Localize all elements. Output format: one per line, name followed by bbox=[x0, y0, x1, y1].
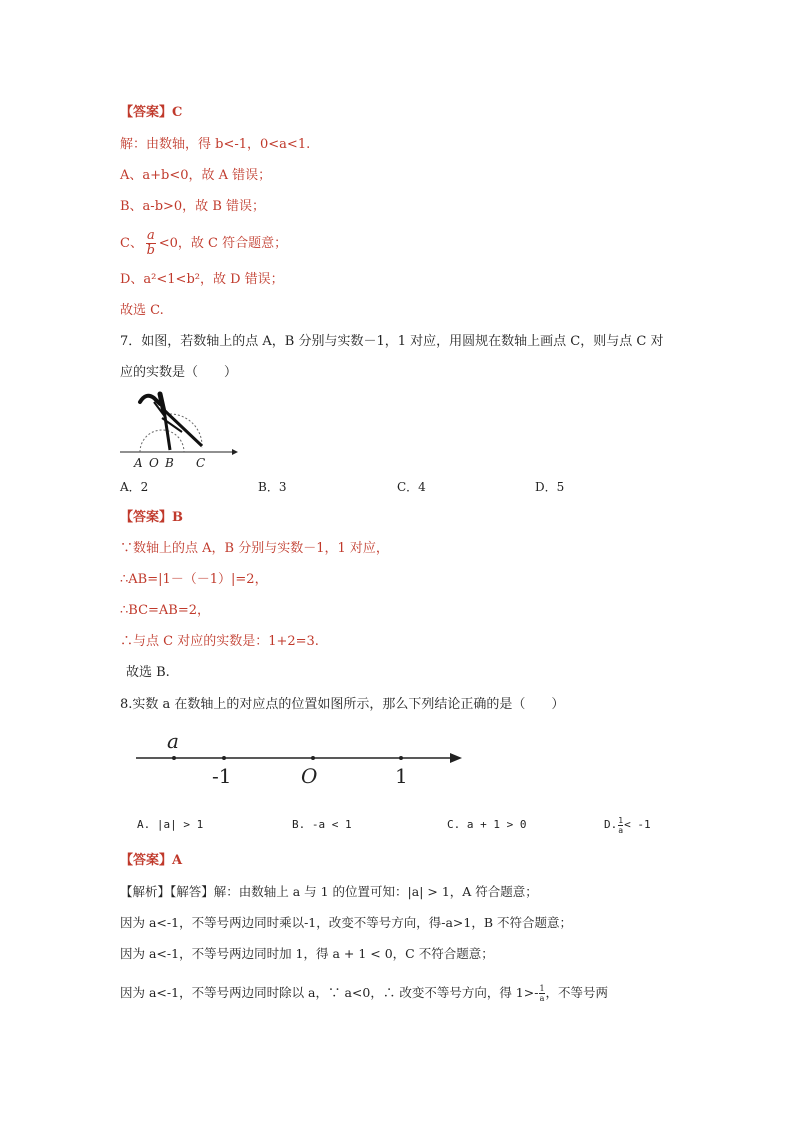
fraction-numerator: a bbox=[146, 228, 155, 243]
label-one: 1 bbox=[395, 764, 408, 788]
q7-compass-figure bbox=[118, 388, 238, 470]
option-d-suffix: < -1 bbox=[624, 818, 651, 831]
answer-letter: B bbox=[172, 510, 184, 525]
q8-option-d bbox=[604, 813, 651, 837]
label-c: C bbox=[196, 456, 206, 470]
line-c-prefix: C、 bbox=[120, 236, 143, 251]
q7-solution-line4: ∴与点 C 对应的实数是：1+2=3. bbox=[120, 634, 319, 649]
q6-line-a: A、a+b<0，故 A 错误； bbox=[120, 168, 272, 183]
label-b: B bbox=[165, 456, 174, 470]
option-d-prefix: D. bbox=[604, 818, 618, 831]
analysis4-prefix: 因为 a<-1，不等号两边同时除以 a，∵ a<0，∴ 改变不等号方向，得 1>- bbox=[120, 985, 539, 1000]
fraction-one-over-a bbox=[539, 984, 544, 1003]
answer-tag: 【答案】 bbox=[120, 105, 173, 120]
fraction-a-over-b bbox=[146, 229, 156, 258]
label-minus-one: -1 bbox=[212, 764, 232, 788]
q8-option-b: B. -a < 1 bbox=[292, 818, 352, 831]
q8-option-a: A. |a| > 1 bbox=[137, 818, 204, 831]
q7-stem-line2: 应的实数是（ ） bbox=[120, 365, 238, 380]
q6-conclusion: 故选 C. bbox=[120, 303, 164, 318]
q8-number-line-figure bbox=[130, 730, 470, 790]
answer-tag: 【答案】 bbox=[120, 853, 173, 868]
answer-letter: A bbox=[172, 853, 183, 868]
axis-arrow bbox=[232, 449, 238, 455]
answer-tag: 【答案】 bbox=[120, 510, 173, 525]
label-origin: O bbox=[301, 764, 318, 788]
q6-answer bbox=[120, 105, 182, 121]
fraction-one-over-a bbox=[618, 816, 623, 835]
q7-solution-line3: ∴BC=AB=2， bbox=[120, 603, 211, 618]
answer-letter: C bbox=[172, 105, 183, 120]
q6-solution-intro: 解：由数轴，得 b<-1，0<a<1. bbox=[120, 137, 311, 152]
label-o: O bbox=[149, 456, 159, 470]
q7-stem-line1: 7．如图，若数轴上的点 A，B 分别与实数－1，1 对应，用圆规在数轴上画点 C，则与点 C 对 bbox=[120, 334, 664, 349]
q7-option-d: D．5 bbox=[535, 480, 565, 494]
dashed-arc-left bbox=[140, 430, 184, 452]
q7-option-c: C．4 bbox=[397, 480, 426, 494]
q8-analysis-line4 bbox=[120, 981, 608, 1005]
fraction-numerator: 1 bbox=[539, 984, 545, 993]
q8-answer bbox=[120, 853, 182, 869]
line-c-suffix: <0，故 C 符合题意； bbox=[158, 236, 288, 251]
fraction-numerator: 1 bbox=[618, 815, 624, 825]
compass-icon bbox=[140, 394, 202, 450]
fraction-denominator: b bbox=[146, 243, 155, 258]
q8-analysis-line3: 因为 a<-1，不等号两边同时加 1，得 a + 1 < 0，C 不符合题意； bbox=[120, 946, 494, 961]
q6-line-d: D、a²<1<b²，故 D 错误； bbox=[120, 272, 284, 287]
q7-option-a: A．2 bbox=[120, 480, 149, 494]
analysis4-suffix: ，不等号两 bbox=[545, 985, 609, 1000]
label-a: a bbox=[167, 730, 179, 753]
label-a: A bbox=[134, 456, 143, 470]
q6-line-c bbox=[120, 228, 287, 260]
point-a bbox=[172, 756, 176, 760]
q7-answer bbox=[120, 510, 183, 526]
axis-arrow bbox=[450, 753, 462, 763]
q8-stem: 8.实数 a 在数轴上的对应点的位置如图所示，那么下列结论正确的是（ ） bbox=[120, 697, 565, 712]
q7-conclusion: 故选 B. bbox=[126, 665, 170, 680]
fraction-denominator: a bbox=[618, 825, 624, 835]
q7-solution-line1: ∵数轴上的点 A，B 分别与实数－1，1 对应， bbox=[120, 541, 389, 556]
q8-analysis-line2: 因为 a<-1，不等号两边同时乘以-1，改变不等号方向，得-a>1，B 不符合题意； bbox=[120, 915, 573, 930]
tick-one bbox=[399, 756, 403, 760]
fraction-denominator: a bbox=[539, 994, 545, 1003]
q8-analysis-line1: 【解析】【解答】解：由数轴上 a 与 1 的位置可知：|a| > 1，A 符合题意； bbox=[120, 884, 538, 899]
q6-line-b: B、a-b>0，故 B 错误； bbox=[120, 199, 265, 214]
tick-origin bbox=[311, 756, 315, 760]
q7-option-b: B．3 bbox=[258, 480, 287, 494]
q8-option-c: C. a + 1 > 0 bbox=[447, 818, 527, 831]
tick-minus-one bbox=[222, 756, 226, 760]
q7-solution-line2: ∴AB=|1－（－1）|=2， bbox=[120, 572, 268, 587]
